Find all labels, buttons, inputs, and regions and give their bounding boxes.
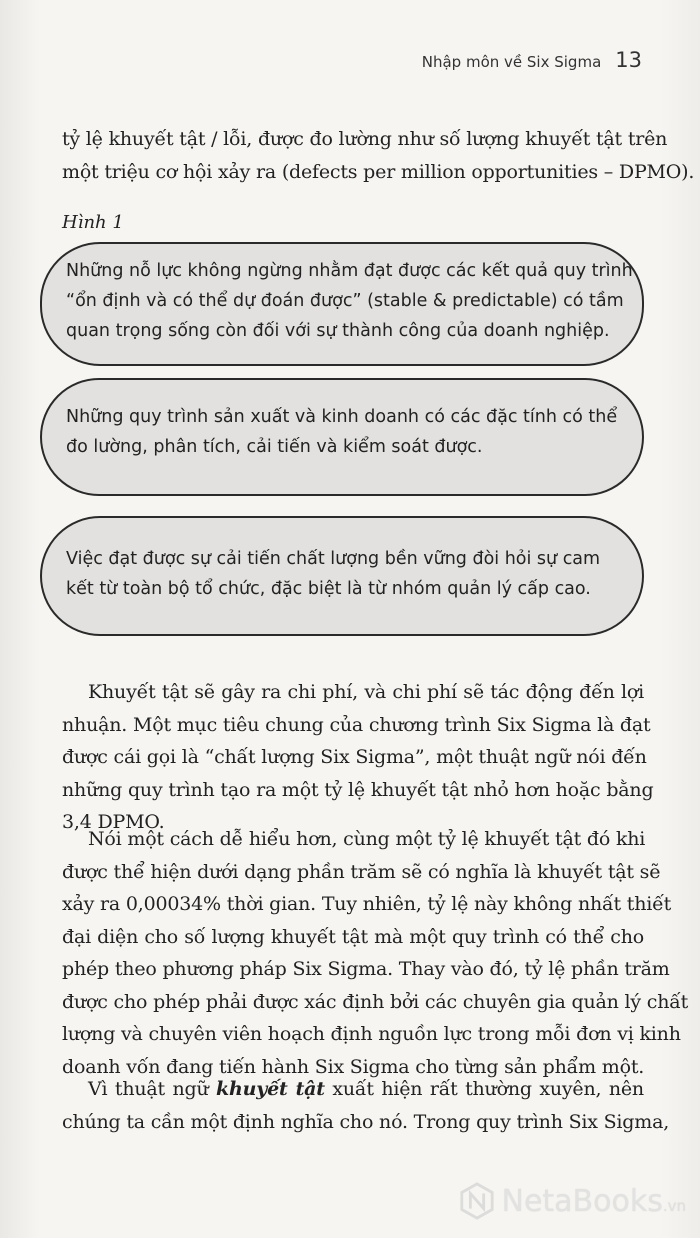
watermark-brand-text: NetaBooks	[501, 1183, 663, 1219]
paragraph-3	[62, 1073, 670, 1138]
box-line: quan trọng sống còn đối với sự thành công của doanh nghiệp.	[66, 321, 610, 341]
text-line: tỷ lệ khuyết tật / lỗi, được đo lường như số lượng khuyết tật trên	[62, 128, 668, 150]
box-line: Những quy trình sản xuất và kinh doanh có các đặc tính có thể	[66, 407, 618, 427]
text-line: lượng và chuyên viên hoạch định nguồn lực trong mỗi đơn vị kinh	[62, 1023, 681, 1045]
emphasis-term: khuyết tật	[216, 1078, 325, 1100]
text-line: doanh vốn đang tiến hành Six Sigma cho từng sản phẩm một.	[62, 1055, 645, 1078]
box-line: Việc đạt được sự cải tiến chất lượng bền vững đòi hỏi sự cam	[66, 549, 601, 569]
text-line: 3,4 DPMO.	[62, 811, 165, 833]
text-line: một triệu cơ hội xảy ra (defects per million opportunities – DPMO).	[62, 160, 695, 183]
brand-logo-icon	[458, 1182, 496, 1220]
box-line: “ổn định và có thể dự đoán được” (stable & predictable) có tầm	[66, 291, 624, 311]
text-line: những quy trình tạo ra một tỷ lệ khuyết tật nhỏ hơn hoặc bằng	[62, 778, 654, 801]
running-title: Nhập môn về Six Sigma	[421, 53, 602, 71]
paragraph-2	[62, 823, 689, 1083]
text-line: được cái gọi là “chất lượng Six Sigma”, một thuật ngữ nói đến	[62, 746, 647, 768]
text-line: Khuyết tật sẽ gây ra chi phí, và chi phí sẽ tác động đến lợi	[88, 681, 644, 703]
page-number: 13	[615, 48, 642, 72]
text-line: được thể hiện dưới dạng phần trăm sẽ có nghĩa là khuyết tật sẽ	[62, 860, 661, 883]
box-line: đo lường, phân tích, cải tiến và kiểm soát được.	[66, 437, 483, 457]
text-line: xảy ra 0,00034% thời gian. Tuy nhiên, tỷ lệ này không nhất thiết	[62, 893, 672, 915]
text-line: đại diện cho số lượng khuyết tật mà một quy trình có thể cho	[62, 925, 644, 948]
figure-label: Hình 1	[62, 212, 124, 233]
text-line: Nói một cách dễ hiểu hơn, cùng một tỷ lệ khuyết tật đó khi	[88, 828, 646, 850]
box-line: Những nỗ lực không ngừng nhằm đạt được các kết quả quy trình	[66, 261, 633, 281]
box-line: kết từ toàn bộ tổ chức, đặc biệt là từ nhóm quản lý cấp cao.	[66, 579, 591, 599]
figure-box-1	[40, 242, 644, 366]
watermark-brand	[502, 1184, 687, 1219]
page-header	[422, 48, 642, 72]
text-line: chúng ta cần một định nghĩa cho nó. Trong quy trình Six Sigma,	[62, 1110, 670, 1133]
text-line: được cho phép phải được xác định bởi các chuyên gia quản lý chất	[62, 990, 689, 1013]
intro-paragraph	[62, 123, 695, 188]
text-run: xuất hiện rất thường xuyên, nên	[324, 1078, 644, 1100]
figure-box-2	[40, 378, 644, 496]
figure-box-3	[40, 516, 644, 636]
text-line: nhuận. Một mục tiêu chung của chương trình Six Sigma là đạt	[62, 713, 651, 736]
watermark	[458, 1182, 687, 1220]
text-line	[62, 1073, 644, 1106]
watermark-suffix: .vn	[662, 1196, 686, 1215]
text-run: Vì thuật ngữ	[88, 1078, 217, 1100]
text-line: phép theo phương pháp Six Sigma. Thay vào đó, tỷ lệ phần trăm	[62, 958, 670, 980]
